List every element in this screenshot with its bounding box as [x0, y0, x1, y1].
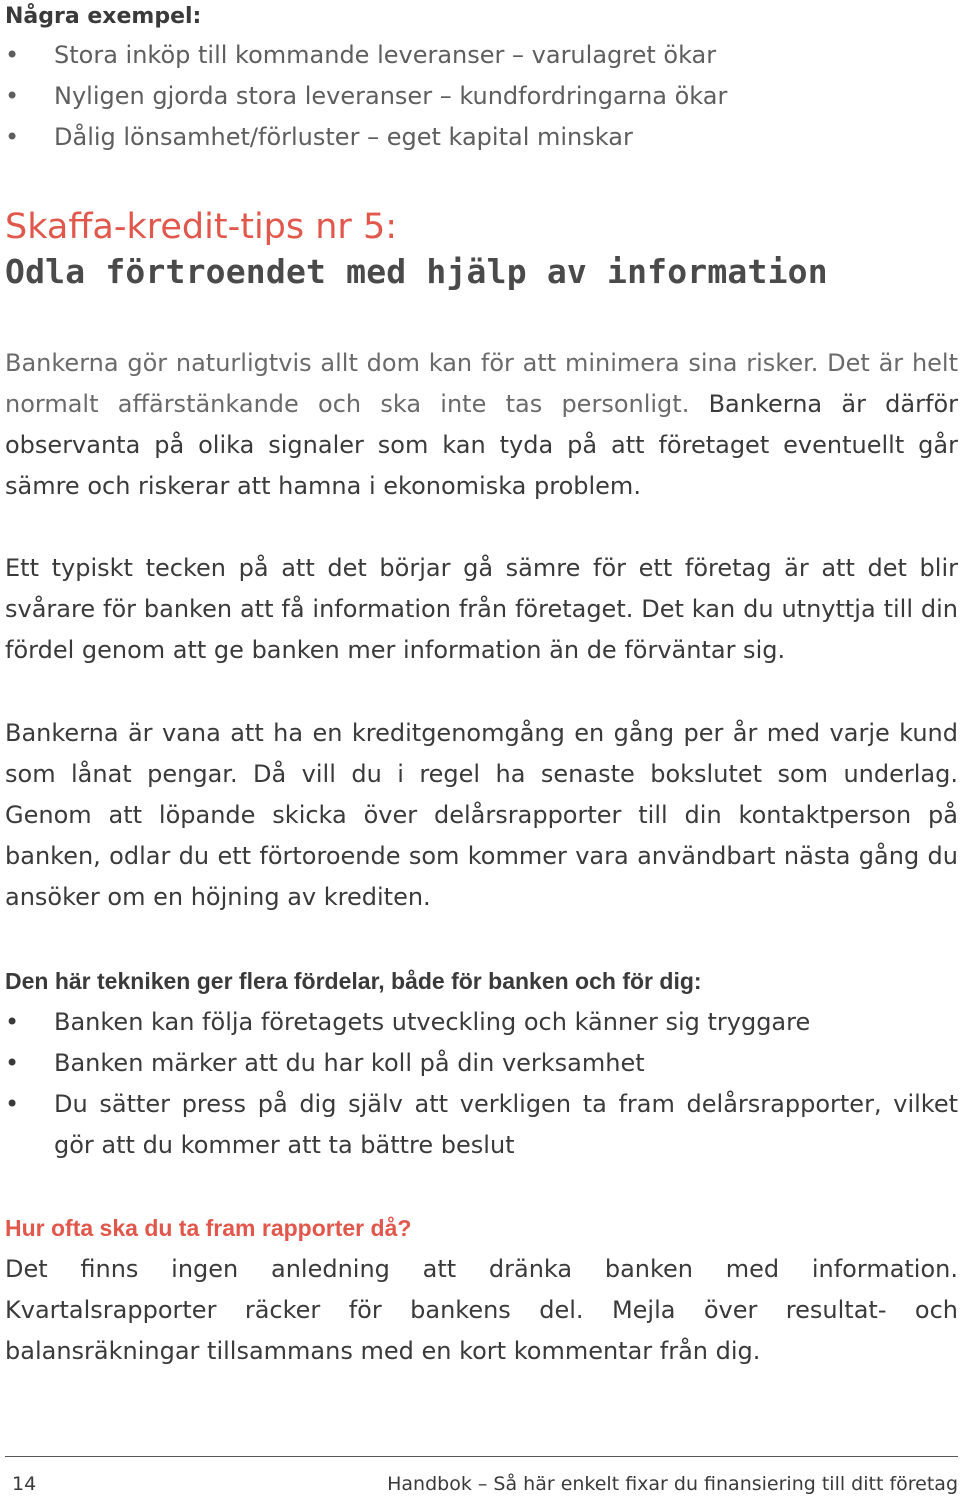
benefits-list — [5, 1002, 958, 1166]
list-item: • Du sätter press på dig själv att verkligen ta fram delårsrapporter, vilket gör att du kommer att ta bättre beslut — [5, 1084, 958, 1166]
list-item: • Dålig lönsamhet/förluster – eget kapital minskar — [5, 117, 958, 158]
footer-divider — [5, 1456, 958, 1457]
list-item: • Banken märker att du har koll på din verksamhet — [5, 1043, 958, 1084]
tip-heading: Odla förtroendet med hjälp av information — [5, 252, 828, 291]
page-number: 14 — [12, 1473, 37, 1495]
list-item: • Nyligen gjorda stora leveranser – kundfordringarna ökar — [5, 76, 958, 117]
bullet-icon: • — [5, 41, 20, 69]
paragraph-risk — [5, 343, 958, 507]
paragraph-credit-review: Bankerna är vana att ha en kreditgenomgång en gång per år med varje kund som lånat pengar. Då vill du i regel ha senaste bokslutet som underlag. Genom att löpande skicka över delårsrapporter till din kontaktperson på banken, odlar du ett förtoroende som kommer vara användbart nästa gång du ansöker om en höjning av krediten. — [5, 719, 958, 911]
bullet-icon: • — [5, 1008, 20, 1036]
benefits-heading: Den här tekniken ger flera fördelar, både för banken och för dig: — [5, 968, 702, 994]
paragraph-information: Ett typiskt tecken på att det börjar gå sämre för ett företag är att det blir svårare för banken att få information från företaget. Det kan du utnyttja till din fördel genom att ge banken mer information än de förväntar sig. — [5, 554, 958, 664]
list-item: • Stora inköp till kommande leveranser – varulagret ökar — [5, 35, 958, 76]
footer-title: Handbok – Så här enkelt fixar du finansiering till ditt företag — [387, 1473, 958, 1495]
examples-heading: Några exempel: — [5, 4, 202, 29]
bullet-icon: • — [5, 1049, 20, 1077]
list-item: • Banken kan följa företagets utveckling och känner sig tryggare — [5, 1002, 958, 1043]
paragraph-reports: Det finns ingen anledning att dränka banken med information. Kvartalsrapporter räcker för bankens del. Mejla över resultat- och balansräkningar tillsammans med en kort kommentar från dig. — [5, 1255, 958, 1365]
paragraph-risk-signals: Bankerna är därför observanta på olika signaler som kan tyda på att företaget eventuellt går sämre och riskerar att hamna i ekonomiska problem. — [5, 390, 958, 500]
reports-heading: Hur ofta ska du ta fram rapporter då? — [5, 1215, 412, 1241]
tip-label: Skaffa-kredit-tips nr 5: — [5, 207, 398, 247]
bullet-icon: • — [5, 1090, 20, 1118]
bullet-icon: • — [5, 123, 20, 151]
bullet-icon: • — [5, 82, 20, 110]
paragraph-risk-intro: Bankerna gör naturligtvis allt dom kan för att minimera sina risker. Det är helt normalt affärstänkande och ska inte tas personligt. — [5, 349, 958, 418]
examples-list — [5, 35, 958, 158]
